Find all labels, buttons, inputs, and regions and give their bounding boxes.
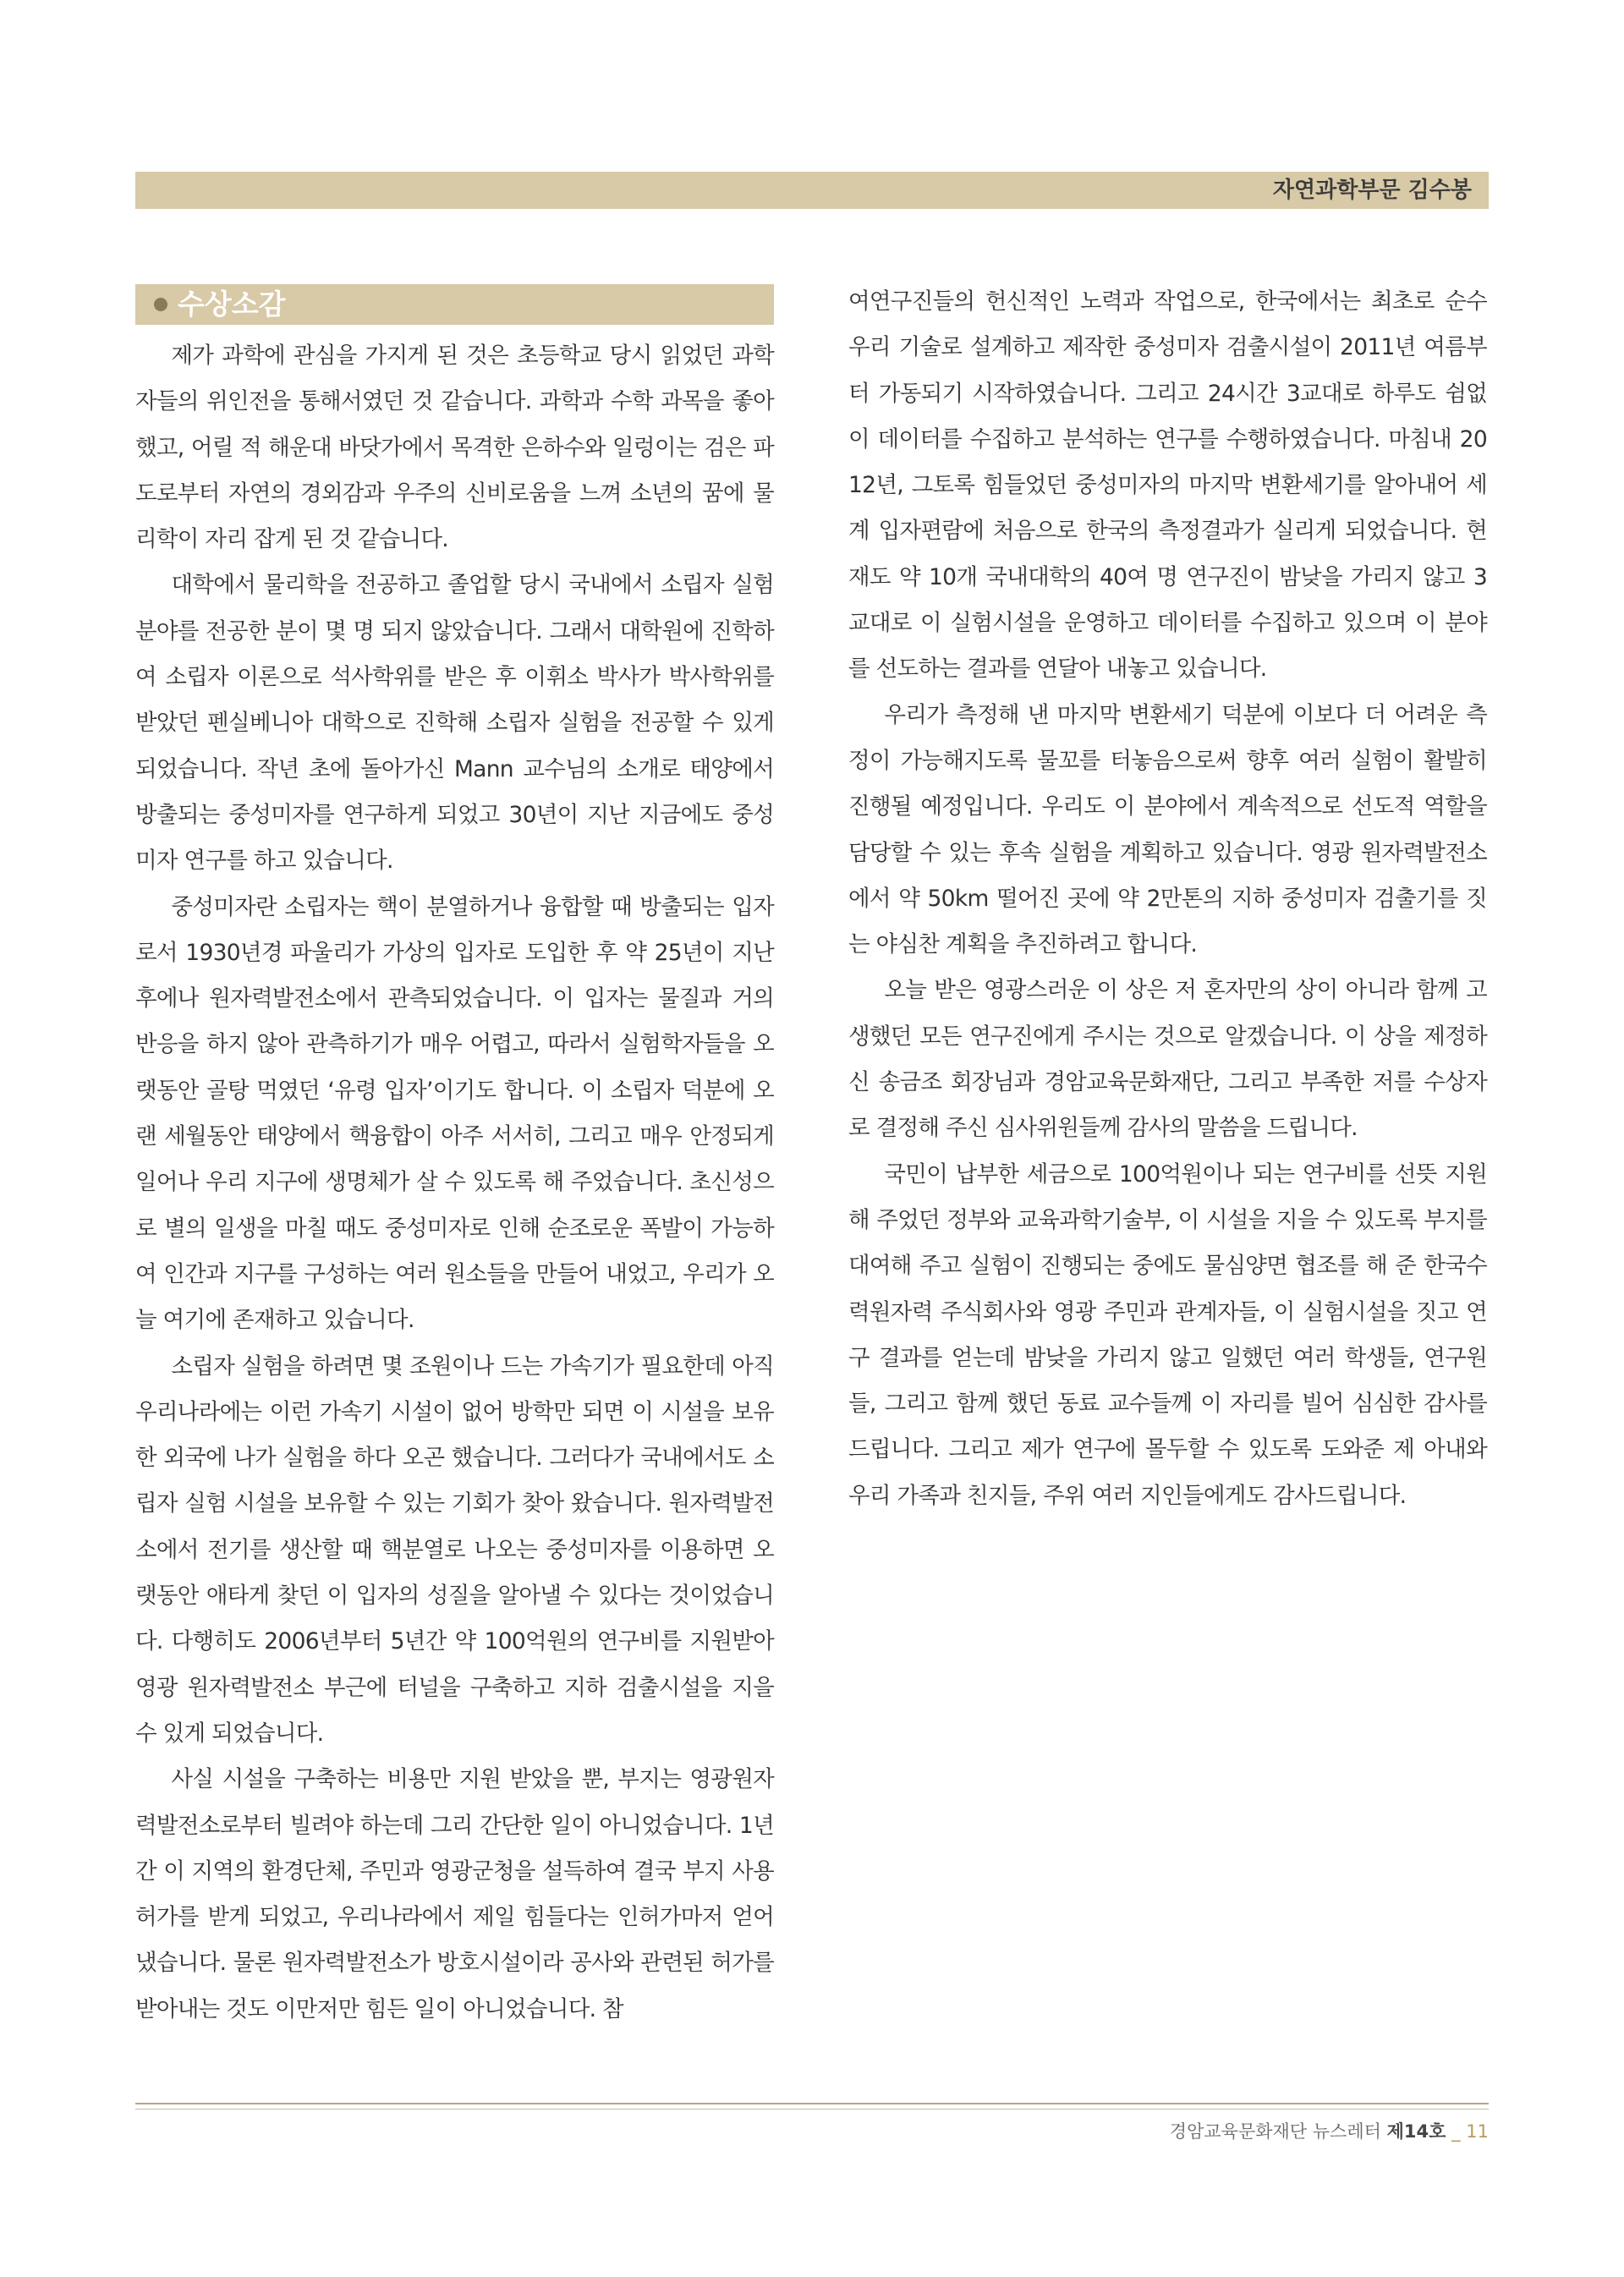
bullet-icon (154, 298, 167, 311)
publication-name: 경암교육문화재단 뉴스레터 (1169, 2121, 1381, 2142)
section-heading (135, 284, 774, 325)
paragraph: 중성미자란 소립자는 핵이 분열하거나 융합할 때 방출되는 입자로서 1930년경 파울리가 가상의 입자로 도입한 후 약 25년이 지난 후에나 원자력발전소에서 관측되었습니다. 이 입자는 물질과 거의 반응을 하지 않아 관측하기가 매우 어렵고, 따라서 실험학자들을 오랫동안 골탕 먹였던 ‘유령 입자’이기도 합니다. 이 소립자 덕분에 오랜 세월동안 태양에서 핵융합이 아주 서서히, 그리고 매우 안정되게 일어나 우리 지구에 생명체가 살 수 있도록 해 주었습니다. 초신성으로 별의 일생을 마칠 때도 중성미자로 인해 순조로운 폭발이 가능하여 인간과 지구를 구성하는 여러 원소들을 만들어 내었고, 우리가 오늘 여기에 존재하고 있습니다. (135, 893, 774, 1334)
issue-number: 제14호 (1386, 2121, 1446, 2142)
left-column (135, 284, 774, 2033)
paragraph: 제가 과학에 관심을 가지게 된 것은 초등학교 당시 읽었던 과학자들의 위인전을 통해서였던 것 같습니다. 과학과 수학 과목을 좋아했고, 어릴 적 해운대 바닷가에서 목격한 은하수와 일렁이는 검은 파도로부터 자연의 경외감과 우주의 신비로움을 느껴 소년의 꿈에 물리학이 자리 잡게 된 것 같습니다. (135, 343, 774, 553)
paragraph: 여연구진들의 헌신적인 노력과 작업으로, 한국에서는 최초로 순수 우리 기술로 설계하고 제작한 중성미자 검출시설이 2011년 여름부터 가동되기 시작하였습니다. 그리고 24시간 3교대로 하루도 쉼없이 데이터를 수집하고 분석하는 연구를 수행하였습니다. 마침내 2012년, 그토록 힘들었던 중성미자의 마지막 변환세기를 알아내어 세계 입자편람에 처음으로 한국의 측정결과가 실리게 되었습니다. 현재도 약 10개 국내대학의 40여 명 연구진이 밤낮을 가리지 않고 3교대로 이 실험시설을 운영하고 데이터를 수집하고 있으며 이 분야를 선도하는 결과를 연달아 내놓고 있습니다. (848, 288, 1487, 683)
footer-rule-thin (135, 2109, 1489, 2110)
paragraph: 국민이 납부한 세금으로 100억원이나 되는 연구비를 선뜻 지원해 주었던 정부와 교육과학기술부, 이 시설을 지을 수 있도록 부지를 대여해 주고 실험이 진행되는 중에도 물심양면 협조를 해 준 한국수력원자력 주식회사와 영광 주민과 관계자들, 이 실험시설을 짓고 연구 결과를 얻는데 밤낮을 가리지 않고 일했던 여러 학생들, 연구원들, 그리고 함께 했던 동료 교수들께 이 자리를 빌어 심심한 감사를 드립니다. 그리고 제가 연구에 몰두할 수 있도록 도와준 제 아내와 우리 가족과 친지들, 주위 여러 지인들에게도 감사드립니다. (848, 1160, 1487, 1509)
header-bar (135, 172, 1489, 209)
footer-separator: _ (1451, 2121, 1461, 2142)
section-title: 수상소감 (178, 288, 286, 321)
paragraph: 대학에서 물리학을 전공하고 졸업할 당시 국내에서 소립자 실험 분야를 전공한 분이 몇 명 되지 않았습니다. 그래서 대학원에 진학하여 소립자 이론으로 석사학위를 받은 후 이휘소 박사가 박사학위를 받았던 펜실베니아 대학으로 진학해 소립자 실험을 전공할 수 있게 되었습니다. 작년 초에 돌아가신 Mann 교수님의 소개로 태양에서 방출되는 중성미자를 연구하게 되었고 30년이 지난 지금에도 중성미자 연구를 하고 있습니다. (135, 572, 774, 875)
section-label: 자연과학부문 김수봉 (1272, 178, 1472, 203)
paragraph: 우리가 측정해 낸 마지막 변환세기 덕분에 이보다 더 어려운 측정이 가능해지도록 물꼬를 터놓음으로써 향후 여러 실험이 활발히 진행될 예정입니다. 우리도 이 분야에서 계속적으로 선도적 역할을 담당할 수 있는 후속 실험을 계획하고 있습니다. 영광 원자력발전소에서 약 50km 떨어진 곳에 약 2만톤의 지하 중성미자 검출기를 짓는 야심찬 계획을 추진하려고 합니다. (848, 701, 1487, 958)
footer (1170, 2119, 1489, 2144)
paragraph: 사실 시설을 구축하는 비용만 지원 받았을 뿐, 부지는 영광원자력발전소로부터 빌려야 하는데 그리 간단한 일이 아니었습니다. 1년간 이 지역의 환경단체, 주민과 영광군청을 설득하여 결국 부지 사용 허가를 받게 되었고, 우리나라에서 제일 힘들다는 인허가마저 얻어냈습니다. 물론 원자력발전소가 방호시설이라 공사와 관련된 허가를 받아내는 것도 이만저만 힘든 일이 아니었습니다. 참 (135, 1766, 774, 2022)
paragraph: 오늘 받은 영광스러운 이 상은 저 혼자만의 상이 아니라 함께 고생했던 모든 연구진에게 주시는 것으로 알겠습니다. 이 상을 제정하신 송금조 회장님과 경암교육문화재단, 그리고 부족한 저를 수상자로 결정해 주신 심사위원들께 감사의 말씀을 드립니다. (848, 977, 1487, 1142)
right-column (848, 279, 1487, 1519)
footer-rule (135, 2103, 1489, 2104)
page-number: 11 (1466, 2121, 1489, 2142)
paragraph: 소립자 실험을 하려면 몇 조원이나 드는 가속기가 필요한데 아직 우리나라에는 이런 가속기 시설이 없어 방학만 되면 이 시설을 보유한 외국에 나가 실험을 하다 오곤 했습니다. 그러다가 국내에서도 소립자 실험 시설을 보유할 수 있는 기회가 찾아 왔습니다. 원자력발전소에서 전기를 생산할 때 핵분열로 나오는 중성미자를 이용하면 오랫동안 애타게 찾던 이 입자의 성질을 알아낼 수 있다는 것이었습니다. 다행히도 2006년부터 5년간 약 100억원의 연구비를 지원받아 영광 원자력발전소 부근에 터널을 구축하고 지하 검출시설을 지을 수 있게 되었습니다. (135, 1352, 774, 1747)
